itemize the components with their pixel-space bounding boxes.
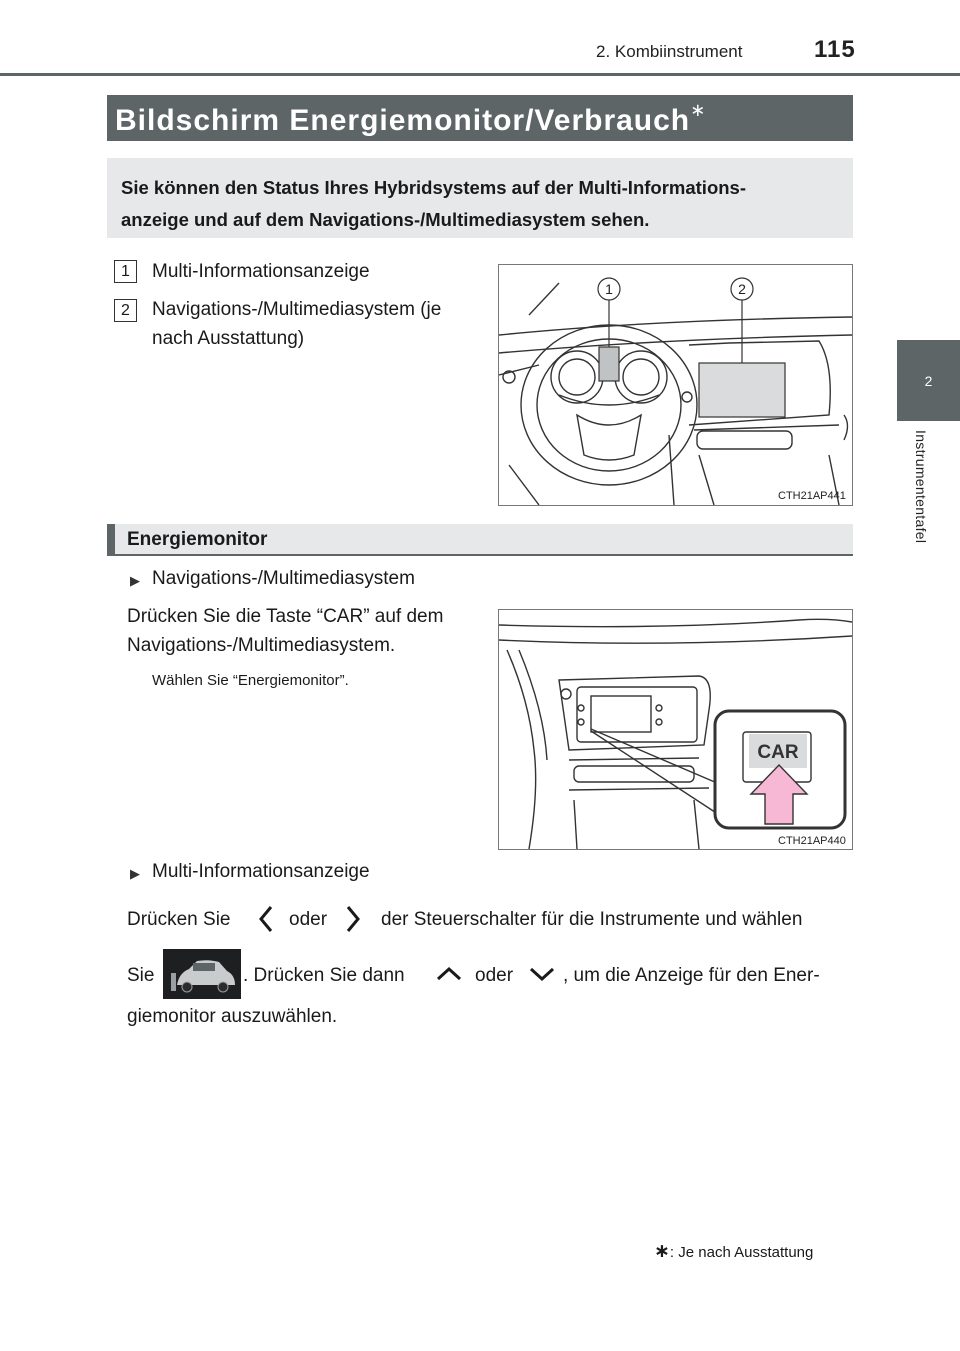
legend-item-2-line-2: nach Ausstattung) <box>152 328 305 349</box>
figure-callout-1: 1 <box>605 281 613 297</box>
intro-line-1: Sie können den Status Ihres Hybridsystems auf der Multi-Informations- <box>121 177 746 198</box>
side-chapter-tab <box>897 340 960 421</box>
nav-note: Wählen Sie “Energiemonitor”. <box>152 672 349 689</box>
mid-line-1-a: Drücken Sie <box>127 909 231 930</box>
chevron-right-icon <box>345 905 361 933</box>
chevron-up-icon <box>436 966 462 982</box>
chevron-down-icon <box>529 966 555 982</box>
chevron-left-icon <box>258 905 274 933</box>
nav-heading: Navigations-/Multimediasystem <box>152 568 415 589</box>
page-title: Bildschirm Energiemonitor/Verbrauch <box>115 104 691 137</box>
footnote-asterisk: ∗ <box>654 1241 670 1262</box>
section-accent <box>107 524 115 554</box>
figure-callout-2: 2 <box>738 281 746 297</box>
vehicle-menu-icon <box>163 949 241 999</box>
mid-line-2-b: . Drücken Sie dann <box>243 965 405 986</box>
energiemonitor-section-bar <box>107 524 853 556</box>
title-asterisk: ∗ <box>690 100 707 120</box>
multimedia-illustration <box>498 609 853 850</box>
mid-line-3: giemonitor auszuwählen. <box>127 1006 338 1027</box>
mid-heading: Multi-Informationsanzeige <box>152 861 370 882</box>
figure-code: CTH21AP441 <box>778 490 846 502</box>
legend-number-2: 2 <box>114 299 137 322</box>
mid-line-1-b: oder <box>289 909 328 930</box>
legend-item-1: Multi-Informationsanzeige <box>152 261 370 282</box>
mid-line-2-a: Sie <box>127 965 155 986</box>
section-title: Energiemonitor <box>127 529 268 550</box>
intro-line-2: anzeige und auf dem Navigations-/Multimediasystem sehen. <box>121 209 650 230</box>
page-number: 115 <box>814 36 856 63</box>
nav-line-2: Navigations-/Multimediasystem. <box>127 635 396 656</box>
dashboard-drawing <box>499 265 852 505</box>
figure-code-2: CTH21AP440 <box>778 835 846 847</box>
multimedia-drawing <box>499 610 852 849</box>
car-button-label: CAR <box>757 742 799 763</box>
legend-number-1: 1 <box>114 260 137 283</box>
header-divider <box>0 73 960 76</box>
side-chapter-number: 2 <box>924 372 933 389</box>
legend-item-2-line-1: Navigations-/Multimediasystem (je <box>152 299 442 320</box>
section-title-bar <box>107 95 853 141</box>
dashboard-illustration <box>498 264 853 506</box>
mid-line-2-d: , um die Anzeige für den Ener- <box>563 965 820 986</box>
intro-box <box>107 158 853 238</box>
nav-line-1: Drücken Sie die Taste “CAR” auf dem <box>127 606 444 627</box>
mid-line-1-c: der Steuerschalter für die Instrumente und wählen <box>381 909 803 930</box>
bullet-triangle-icon-2: ▶ <box>130 866 140 881</box>
chapter-title: 2. Kombiinstrument <box>596 42 743 61</box>
bullet-triangle-icon: ▶ <box>130 573 140 588</box>
footnote-text: : Je nach Ausstattung <box>669 1244 814 1261</box>
side-chapter-label: Instrumententafel <box>913 430 929 544</box>
footnote <box>654 1240 813 1263</box>
mid-line-2-c: oder <box>475 965 514 986</box>
